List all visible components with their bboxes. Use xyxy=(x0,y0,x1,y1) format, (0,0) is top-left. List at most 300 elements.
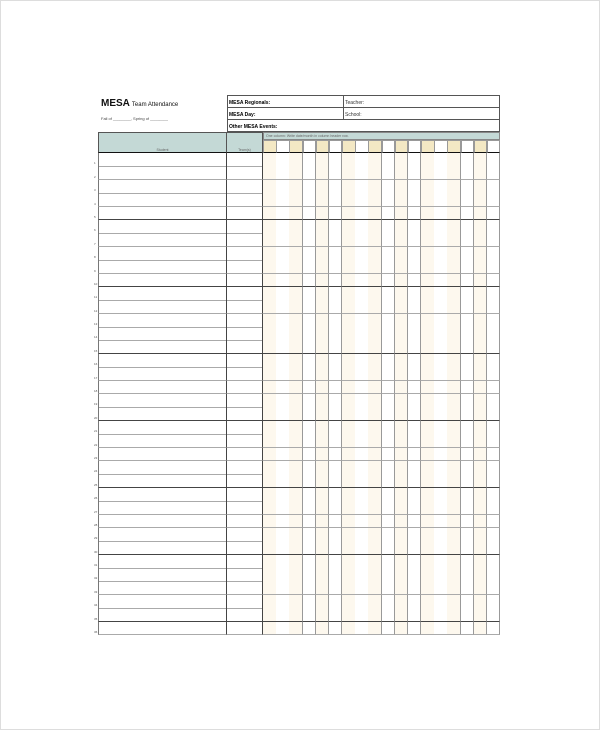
attendance-cell[interactable] xyxy=(447,541,461,555)
student-name-cell[interactable] xyxy=(98,608,227,622)
attendance-cell[interactable] xyxy=(342,180,356,194)
attendance-cell[interactable] xyxy=(303,488,317,502)
attendance-cell[interactable] xyxy=(355,421,369,435)
attendance-cell[interactable] xyxy=(303,394,317,408)
attendance-cell[interactable] xyxy=(487,327,501,341)
attendance-cell[interactable] xyxy=(276,367,290,381)
attendance-cell[interactable] xyxy=(316,434,330,448)
student-name-cell[interactable] xyxy=(98,287,227,301)
attendance-cell[interactable] xyxy=(421,247,435,261)
attendance-cell[interactable] xyxy=(289,327,303,341)
attendance-cell[interactable] xyxy=(355,287,369,301)
date-header-cell[interactable] xyxy=(263,140,277,153)
attendance-cell[interactable] xyxy=(368,595,382,609)
attendance-cell[interactable] xyxy=(395,448,409,462)
attendance-cell[interactable] xyxy=(382,354,396,368)
attendance-cell[interactable] xyxy=(316,488,330,502)
attendance-cell[interactable] xyxy=(461,180,475,194)
attendance-cell[interactable] xyxy=(355,608,369,622)
attendance-cell[interactable] xyxy=(276,180,290,194)
team-cell[interactable] xyxy=(227,515,263,529)
attendance-cell[interactable] xyxy=(276,153,290,167)
attendance-cell[interactable] xyxy=(342,448,356,462)
student-name-cell[interactable] xyxy=(98,421,227,435)
attendance-cell[interactable] xyxy=(474,247,488,261)
attendance-cell[interactable] xyxy=(487,381,501,395)
attendance-cell[interactable] xyxy=(434,568,448,582)
attendance-cell[interactable] xyxy=(474,541,488,555)
attendance-cell[interactable] xyxy=(434,394,448,408)
attendance-cell[interactable] xyxy=(355,260,369,274)
attendance-cell[interactable] xyxy=(434,340,448,354)
attendance-cell[interactable] xyxy=(368,608,382,622)
attendance-cell[interactable] xyxy=(487,515,501,529)
attendance-cell[interactable] xyxy=(263,461,277,475)
attendance-cell[interactable] xyxy=(303,515,317,529)
attendance-cell[interactable] xyxy=(289,300,303,314)
attendance-cell[interactable] xyxy=(263,233,277,247)
attendance-cell[interactable] xyxy=(447,340,461,354)
attendance-cell[interactable] xyxy=(368,327,382,341)
attendance-cell[interactable] xyxy=(408,581,422,595)
attendance-cell[interactable] xyxy=(276,394,290,408)
attendance-cell[interactable] xyxy=(474,367,488,381)
attendance-cell[interactable] xyxy=(382,287,396,301)
attendance-cell[interactable] xyxy=(487,287,501,301)
attendance-cell[interactable] xyxy=(447,581,461,595)
attendance-cell[interactable] xyxy=(421,327,435,341)
attendance-cell[interactable] xyxy=(408,421,422,435)
attendance-cell[interactable] xyxy=(342,367,356,381)
attendance-cell[interactable] xyxy=(263,474,277,488)
attendance-cell[interactable] xyxy=(395,233,409,247)
attendance-cell[interactable] xyxy=(447,434,461,448)
attendance-cell[interactable] xyxy=(421,300,435,314)
attendance-cell[interactable] xyxy=(487,260,501,274)
attendance-cell[interactable] xyxy=(368,220,382,234)
attendance-cell[interactable] xyxy=(408,448,422,462)
attendance-cell[interactable] xyxy=(447,528,461,542)
attendance-cell[interactable] xyxy=(382,501,396,515)
team-cell[interactable] xyxy=(227,394,263,408)
student-name-cell[interactable] xyxy=(98,541,227,555)
attendance-cell[interactable] xyxy=(421,394,435,408)
attendance-cell[interactable] xyxy=(487,488,501,502)
regionals-row[interactable]: MESA Regionals: Teacher: xyxy=(228,96,499,108)
attendance-cell[interactable] xyxy=(408,622,422,636)
attendance-cell[interactable] xyxy=(408,541,422,555)
attendance-cell[interactable] xyxy=(487,474,501,488)
attendance-cell[interactable] xyxy=(408,287,422,301)
attendance-cell[interactable] xyxy=(342,300,356,314)
team-cell[interactable] xyxy=(227,381,263,395)
attendance-cell[interactable] xyxy=(355,180,369,194)
attendance-cell[interactable] xyxy=(355,381,369,395)
attendance-cell[interactable] xyxy=(276,274,290,288)
attendance-cell[interactable] xyxy=(408,381,422,395)
attendance-cell[interactable] xyxy=(395,367,409,381)
attendance-cell[interactable] xyxy=(329,193,343,207)
attendance-cell[interactable] xyxy=(316,340,330,354)
attendance-cell[interactable] xyxy=(368,501,382,515)
attendance-cell[interactable] xyxy=(368,555,382,569)
attendance-cell[interactable] xyxy=(434,515,448,529)
team-cell[interactable] xyxy=(227,166,263,180)
attendance-cell[interactable] xyxy=(263,622,277,636)
attendance-cell[interactable] xyxy=(368,287,382,301)
attendance-cell[interactable] xyxy=(382,407,396,421)
attendance-cell[interactable] xyxy=(421,153,435,167)
attendance-cell[interactable] xyxy=(263,180,277,194)
attendance-cell[interactable] xyxy=(447,448,461,462)
attendance-cell[interactable] xyxy=(408,394,422,408)
attendance-cell[interactable] xyxy=(434,421,448,435)
attendance-cell[interactable] xyxy=(382,300,396,314)
attendance-cell[interactable] xyxy=(289,595,303,609)
attendance-cell[interactable] xyxy=(316,166,330,180)
student-name-cell[interactable] xyxy=(98,260,227,274)
attendance-cell[interactable] xyxy=(447,568,461,582)
attendance-cell[interactable] xyxy=(487,595,501,609)
attendance-cell[interactable] xyxy=(395,421,409,435)
team-cell[interactable] xyxy=(227,474,263,488)
attendance-cell[interactable] xyxy=(263,421,277,435)
team-cell[interactable] xyxy=(227,153,263,167)
attendance-cell[interactable] xyxy=(355,300,369,314)
attendance-cell[interactable] xyxy=(329,233,343,247)
team-cell[interactable] xyxy=(227,367,263,381)
attendance-cell[interactable] xyxy=(316,501,330,515)
attendance-cell[interactable] xyxy=(408,153,422,167)
attendance-cell[interactable] xyxy=(474,314,488,328)
attendance-cell[interactable] xyxy=(303,407,317,421)
date-header-cell[interactable] xyxy=(461,140,475,153)
attendance-cell[interactable] xyxy=(408,220,422,234)
team-cell[interactable] xyxy=(227,488,263,502)
attendance-cell[interactable] xyxy=(303,153,317,167)
team-cell[interactable] xyxy=(227,448,263,462)
attendance-cell[interactable] xyxy=(382,595,396,609)
attendance-cell[interactable] xyxy=(303,260,317,274)
attendance-cell[interactable] xyxy=(316,220,330,234)
attendance-cell[interactable] xyxy=(263,381,277,395)
attendance-cell[interactable] xyxy=(355,340,369,354)
attendance-cell[interactable] xyxy=(289,180,303,194)
attendance-cell[interactable] xyxy=(395,180,409,194)
team-cell[interactable] xyxy=(227,207,263,221)
attendance-cell[interactable] xyxy=(395,541,409,555)
attendance-cell[interactable] xyxy=(408,407,422,421)
student-name-cell[interactable] xyxy=(98,340,227,354)
attendance-cell[interactable] xyxy=(276,220,290,234)
attendance-cell[interactable] xyxy=(474,274,488,288)
attendance-cell[interactable] xyxy=(289,421,303,435)
attendance-cell[interactable] xyxy=(342,608,356,622)
attendance-cell[interactable] xyxy=(329,421,343,435)
attendance-cell[interactable] xyxy=(474,354,488,368)
attendance-cell[interactable] xyxy=(474,340,488,354)
attendance-cell[interactable] xyxy=(355,541,369,555)
attendance-cell[interactable] xyxy=(421,541,435,555)
attendance-cell[interactable] xyxy=(461,434,475,448)
attendance-cell[interactable] xyxy=(329,327,343,341)
attendance-cell[interactable] xyxy=(421,367,435,381)
attendance-cell[interactable] xyxy=(289,153,303,167)
attendance-cell[interactable] xyxy=(408,528,422,542)
attendance-cell[interactable] xyxy=(342,233,356,247)
attendance-cell[interactable] xyxy=(289,260,303,274)
attendance-cell[interactable] xyxy=(329,474,343,488)
attendance-cell[interactable] xyxy=(421,474,435,488)
attendance-cell[interactable] xyxy=(421,608,435,622)
attendance-cell[interactable] xyxy=(263,220,277,234)
attendance-cell[interactable] xyxy=(487,274,501,288)
attendance-cell[interactable] xyxy=(276,488,290,502)
attendance-cell[interactable] xyxy=(434,461,448,475)
attendance-cell[interactable] xyxy=(303,367,317,381)
attendance-cell[interactable] xyxy=(461,448,475,462)
attendance-cell[interactable] xyxy=(329,274,343,288)
attendance-cell[interactable] xyxy=(395,488,409,502)
attendance-cell[interactable] xyxy=(276,314,290,328)
student-name-cell[interactable] xyxy=(98,595,227,609)
attendance-cell[interactable] xyxy=(408,555,422,569)
attendance-cell[interactable] xyxy=(329,434,343,448)
attendance-cell[interactable] xyxy=(316,314,330,328)
attendance-cell[interactable] xyxy=(303,474,317,488)
student-name-cell[interactable] xyxy=(98,327,227,341)
attendance-cell[interactable] xyxy=(382,247,396,261)
school-label[interactable]: School: xyxy=(345,112,362,118)
attendance-cell[interactable] xyxy=(263,247,277,261)
attendance-cell[interactable] xyxy=(329,247,343,261)
student-name-cell[interactable] xyxy=(98,300,227,314)
attendance-cell[interactable] xyxy=(408,180,422,194)
attendance-cell[interactable] xyxy=(329,461,343,475)
attendance-cell[interactable] xyxy=(303,220,317,234)
attendance-cell[interactable] xyxy=(316,622,330,636)
attendance-cell[interactable] xyxy=(303,274,317,288)
attendance-cell[interactable] xyxy=(408,367,422,381)
attendance-cell[interactable] xyxy=(368,407,382,421)
attendance-cell[interactable] xyxy=(421,501,435,515)
attendance-cell[interactable] xyxy=(421,314,435,328)
attendance-cell[interactable] xyxy=(421,622,435,636)
student-name-cell[interactable] xyxy=(98,474,227,488)
attendance-cell[interactable] xyxy=(342,595,356,609)
attendance-cell[interactable] xyxy=(316,394,330,408)
attendance-cell[interactable] xyxy=(447,180,461,194)
student-name-cell[interactable] xyxy=(98,180,227,194)
student-name-cell[interactable] xyxy=(98,193,227,207)
attendance-cell[interactable] xyxy=(461,394,475,408)
attendance-cell[interactable] xyxy=(461,287,475,301)
team-cell[interactable] xyxy=(227,327,263,341)
attendance-cell[interactable] xyxy=(408,274,422,288)
attendance-cell[interactable] xyxy=(289,354,303,368)
attendance-cell[interactable] xyxy=(355,394,369,408)
attendance-cell[interactable] xyxy=(395,622,409,636)
attendance-cell[interactable] xyxy=(408,207,422,221)
attendance-cell[interactable] xyxy=(474,287,488,301)
attendance-cell[interactable] xyxy=(395,568,409,582)
attendance-cell[interactable] xyxy=(447,367,461,381)
student-name-cell[interactable] xyxy=(98,622,227,636)
attendance-cell[interactable] xyxy=(395,340,409,354)
team-cell[interactable] xyxy=(227,568,263,582)
attendance-cell[interactable] xyxy=(289,501,303,515)
attendance-cell[interactable] xyxy=(329,555,343,569)
attendance-cell[interactable] xyxy=(368,528,382,542)
attendance-cell[interactable] xyxy=(329,595,343,609)
attendance-cell[interactable] xyxy=(474,581,488,595)
attendance-cell[interactable] xyxy=(342,166,356,180)
attendance-cell[interactable] xyxy=(355,220,369,234)
attendance-cell[interactable] xyxy=(263,340,277,354)
attendance-cell[interactable] xyxy=(395,595,409,609)
attendance-cell[interactable] xyxy=(382,340,396,354)
attendance-cell[interactable] xyxy=(342,260,356,274)
attendance-cell[interactable] xyxy=(461,314,475,328)
date-header-cell[interactable] xyxy=(276,140,290,153)
student-name-cell[interactable] xyxy=(98,488,227,502)
date-header-cell[interactable] xyxy=(342,140,356,153)
attendance-cell[interactable] xyxy=(421,193,435,207)
attendance-cell[interactable] xyxy=(263,501,277,515)
attendance-cell[interactable] xyxy=(368,381,382,395)
attendance-cell[interactable] xyxy=(395,287,409,301)
attendance-cell[interactable] xyxy=(474,622,488,636)
attendance-cell[interactable] xyxy=(342,474,356,488)
student-name-cell[interactable] xyxy=(98,274,227,288)
attendance-cell[interactable] xyxy=(408,488,422,502)
attendance-cell[interactable] xyxy=(474,448,488,462)
attendance-cell[interactable] xyxy=(434,247,448,261)
attendance-cell[interactable] xyxy=(434,300,448,314)
date-header-cell[interactable] xyxy=(408,140,422,153)
attendance-cell[interactable] xyxy=(276,461,290,475)
attendance-cell[interactable] xyxy=(382,434,396,448)
attendance-cell[interactable] xyxy=(276,474,290,488)
student-name-cell[interactable] xyxy=(98,247,227,261)
attendance-cell[interactable] xyxy=(421,448,435,462)
attendance-cell[interactable] xyxy=(316,421,330,435)
attendance-cell[interactable] xyxy=(276,207,290,221)
attendance-cell[interactable] xyxy=(342,434,356,448)
attendance-cell[interactable] xyxy=(408,568,422,582)
attendance-cell[interactable] xyxy=(316,207,330,221)
attendance-cell[interactable] xyxy=(447,220,461,234)
student-name-cell[interactable] xyxy=(98,407,227,421)
attendance-cell[interactable] xyxy=(461,247,475,261)
attendance-cell[interactable] xyxy=(487,247,501,261)
attendance-cell[interactable] xyxy=(487,340,501,354)
student-name-cell[interactable] xyxy=(98,207,227,221)
student-name-cell[interactable] xyxy=(98,434,227,448)
attendance-cell[interactable] xyxy=(276,407,290,421)
attendance-cell[interactable] xyxy=(487,461,501,475)
attendance-cell[interactable] xyxy=(487,555,501,569)
attendance-cell[interactable] xyxy=(355,581,369,595)
attendance-cell[interactable] xyxy=(447,287,461,301)
attendance-cell[interactable] xyxy=(434,367,448,381)
attendance-cell[interactable] xyxy=(355,528,369,542)
attendance-cell[interactable] xyxy=(487,193,501,207)
student-name-cell[interactable] xyxy=(98,501,227,515)
attendance-cell[interactable] xyxy=(303,314,317,328)
attendance-cell[interactable] xyxy=(474,555,488,569)
attendance-cell[interactable] xyxy=(474,327,488,341)
attendance-cell[interactable] xyxy=(408,300,422,314)
attendance-cell[interactable] xyxy=(276,166,290,180)
attendance-cell[interactable] xyxy=(408,260,422,274)
attendance-cell[interactable] xyxy=(382,166,396,180)
attendance-cell[interactable] xyxy=(487,367,501,381)
attendance-cell[interactable] xyxy=(303,595,317,609)
attendance-cell[interactable] xyxy=(395,193,409,207)
attendance-cell[interactable] xyxy=(289,461,303,475)
attendance-cell[interactable] xyxy=(342,407,356,421)
attendance-cell[interactable] xyxy=(276,555,290,569)
attendance-cell[interactable] xyxy=(434,233,448,247)
attendance-cell[interactable] xyxy=(421,340,435,354)
attendance-cell[interactable] xyxy=(461,166,475,180)
attendance-cell[interactable] xyxy=(263,608,277,622)
attendance-cell[interactable] xyxy=(474,180,488,194)
attendance-cell[interactable] xyxy=(276,340,290,354)
attendance-cell[interactable] xyxy=(316,381,330,395)
attendance-cell[interactable] xyxy=(316,595,330,609)
attendance-cell[interactable] xyxy=(487,233,501,247)
attendance-cell[interactable] xyxy=(342,461,356,475)
attendance-cell[interactable] xyxy=(316,233,330,247)
attendance-cell[interactable] xyxy=(395,608,409,622)
attendance-cell[interactable] xyxy=(329,488,343,502)
other-events-row[interactable]: Other MESA Events: xyxy=(229,124,278,130)
attendance-cell[interactable] xyxy=(316,367,330,381)
attendance-cell[interactable] xyxy=(355,166,369,180)
attendance-cell[interactable] xyxy=(421,220,435,234)
attendance-cell[interactable] xyxy=(263,541,277,555)
attendance-cell[interactable] xyxy=(368,568,382,582)
team-cell[interactable] xyxy=(227,608,263,622)
attendance-cell[interactable] xyxy=(355,367,369,381)
attendance-cell[interactable] xyxy=(461,153,475,167)
attendance-cell[interactable] xyxy=(461,274,475,288)
attendance-cell[interactable] xyxy=(355,327,369,341)
attendance-cell[interactable] xyxy=(434,327,448,341)
attendance-cell[interactable] xyxy=(461,622,475,636)
attendance-cell[interactable] xyxy=(303,501,317,515)
attendance-cell[interactable] xyxy=(329,300,343,314)
attendance-cell[interactable] xyxy=(461,407,475,421)
attendance-cell[interactable] xyxy=(303,207,317,221)
attendance-cell[interactable] xyxy=(395,581,409,595)
attendance-cell[interactable] xyxy=(395,434,409,448)
date-header-cell[interactable] xyxy=(329,140,343,153)
attendance-cell[interactable] xyxy=(382,608,396,622)
attendance-cell[interactable] xyxy=(368,421,382,435)
attendance-cell[interactable] xyxy=(263,153,277,167)
attendance-cell[interactable] xyxy=(421,260,435,274)
attendance-cell[interactable] xyxy=(461,421,475,435)
attendance-cell[interactable] xyxy=(421,354,435,368)
attendance-cell[interactable] xyxy=(368,394,382,408)
attendance-cell[interactable] xyxy=(368,515,382,529)
attendance-cell[interactable] xyxy=(276,608,290,622)
attendance-cell[interactable] xyxy=(434,407,448,421)
attendance-cell[interactable] xyxy=(368,233,382,247)
